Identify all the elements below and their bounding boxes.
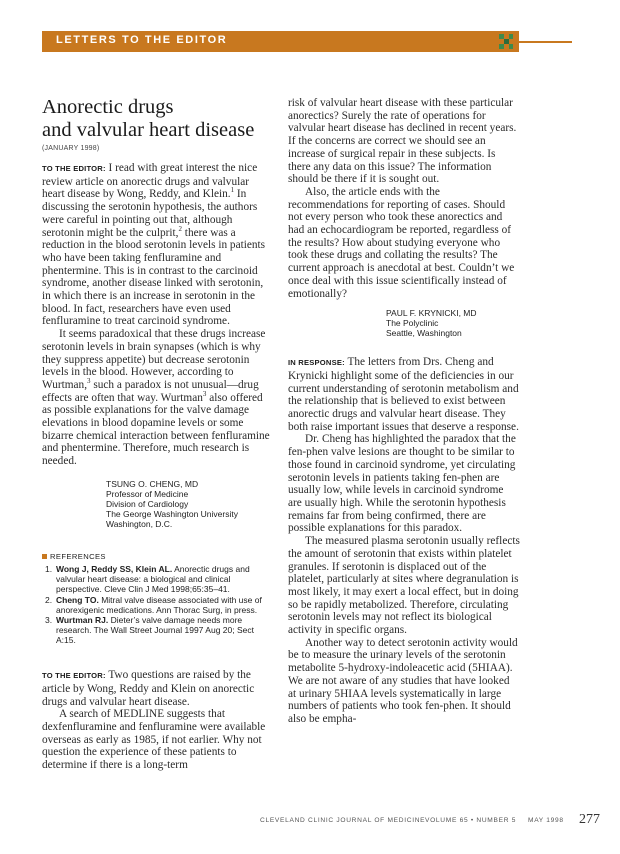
- article-date: (JANUARY 1998): [42, 145, 100, 152]
- letter1-paragraph-1: TO THE EDITOR: I read with great interest the nice review article on anorectic drugs and valvular heart disease by Wong, Reddy, and Klein.$^1$ In discussing the serotonin hypothesis, the authors were careful in pointing out that, although serotonin might be the culprit,$^2$ there was a reduction in the blood serotonin levels in patients who have been taking fenfluramine and phentermine. This is in contrast to the carcinoid syndrome, another disease linked with serotonin, in which there is an increase in serotonin in the blood. In fact, researchers have even used fenfluramine to treat carcinoid syndrome.: [42, 162, 266, 328]
- response-paragraph-3: The measured plasma serotonin usually reflects the amount of serotonin that exists within platelet granules. If serotonin is displaced out of the platelet, particularly at sites where degranulation is most likely, it may exert a local effect, but in doing so be rapidly metabolized. Therefore, circulating serotonin levels may not reflect its biological activity in specific organs.: [288, 535, 520, 637]
- reference-item: 1. Wong J, Reddy SS, Klein AL. Anorectic drugs and valvular heart disease: a biological and clinical perspective. Cleve Clin J Med 1998;65:35–41.: [45, 563, 250, 594]
- lead-label: TO THE EDITOR:: [42, 164, 106, 173]
- reference-item: 2. Cheng TO. Mitral valve disease associated with use of anorexigenic medications. Ann Thorac Surg, in press.: [45, 594, 262, 615]
- lead-label: IN RESPONSE:: [288, 358, 345, 368]
- section-label: LETTERS TO THE EDITOR: [56, 34, 228, 46]
- letter2-paragraph-2-start: A search of MEDLINE suggests that dexfenfluramine and fenfluramine were available overseas as early as 1985, if not earlier. Why not question the experience of these patients to determine if there is a long-term: [42, 708, 266, 772]
- left-column: [42, 92, 274, 772]
- letter2-paragraph-2-continued: risk of valvular heart disease with these particular anorectics? Surely the rate of operations for valvular heart disease has declined in recent years. If the concerns are correct we should see an increase of surgical repair in these subjects. Is there any data on this issue? The information should be there if it is sought out.: [288, 97, 517, 186]
- article-title: Anorectic drugs and valvular heart disease: [42, 96, 255, 141]
- right-column: [288, 97, 520, 726]
- header-rule: [519, 41, 572, 43]
- response-paragraph-2: Dr. Cheng has highlighted the paradox that the fen-phen valve lesions are thought to be similar to those found in carcinoid syndrome, yet circulating serotonin levels in patients taking fen-phen are usually low, while levels in carcinoid syndrome are usually high. While the serotonin hypothesis remains far from being confirmed, there are possible explanations for this paradox.: [288, 433, 516, 535]
- footer-journal: CLEVELAND CLINIC JOURNAL OF MEDICINE: [260, 817, 426, 824]
- response-paragraph-1: IN RESPONSE: The letters from Drs. Cheng and Krynicki highlight some of the deficiencies in our current understanding of serotonin metabolism and the relationship that is believed to exist between anorectic drugs and valvular heart disease. They both raise important issues that deserve a response.: [288, 356, 519, 433]
- letter2-paragraph-3: Also, the article ends with the recommendations for reporting of cases. Should not every person who took these anorectics and had an echocardiogram be reported, regardless of the results? How about studying everyone who took these drugs and collating the results? The current approach is anecdotal at best. Couldn’t we once deal with this issue scientifically instead of emotionally?: [288, 185, 515, 300]
- square-bullet-icon: [42, 554, 47, 559]
- lead-label: TO THE EDITOR:: [42, 671, 106, 681]
- page-number: 277: [579, 812, 600, 827]
- response-paragraph-4: Another way to detect serotonin activity would be to measure the urinary levels of the serotonin metabolite 5-hydroxy-indoleacetic acid (5HIAA). We are not aware of any studies that have looked at urinary 5HIAA levels systematically in large numbers of patients who took fen-phen. It should also be empha-: [288, 636, 518, 725]
- references-list: [42, 565, 274, 646]
- section-header-bar: [42, 31, 519, 52]
- footer-volume: VOLUME 65 • NUMBER 5: [425, 817, 517, 824]
- letter1-signature: TSUNG O. CHENG, MD Professor of Medicine Division of Cardiology The George Washington University Washington, D.C.: [106, 478, 238, 529]
- reference-item: 3. Wurtman RJ. Dieter’s valve damage needs more research. The Wall Street Journal 1997 Aug 20; Sect A:15.: [45, 615, 254, 646]
- letter1-paragraph-2: It seems paradoxical that these drugs increase serotonin levels in brain synapses (which is why they suppress appetite) but decrease serotonin levels in the blood. However, according to Wurtman,$^3$ such a paradox is not unusual—drug effects are often that way. Wurtman$^3$ also offered as possible explanations for the valve damage elevations in blood dopamine levels or some bizarre chemical interaction between fenfluramine and phentermine. Therefore, much research is needed.: [42, 328, 270, 468]
- footer-date: MAY 1998: [528, 817, 564, 824]
- letter2-signature: PAUL F. KRYNICKI, MD The Polyclinic Seattle, Washington: [386, 308, 477, 339]
- letter2-paragraph-1: TO THE EDITOR: Two questions are raised by the article by Wong, Reddy and Klein on anorectic drugs and valvular heart disease.: [42, 669, 255, 708]
- page-footer: [260, 812, 600, 827]
- references-heading: REFERENCES: [42, 552, 274, 561]
- cross-logo-icon: [495, 31, 517, 52]
